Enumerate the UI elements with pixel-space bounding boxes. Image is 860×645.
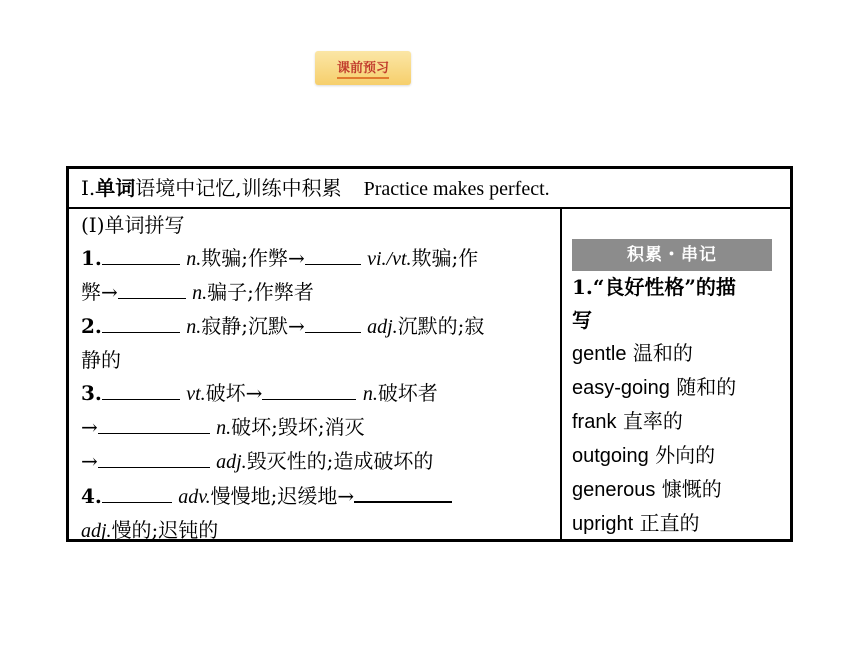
notes-heading-text-cont: 写 xyxy=(572,308,592,332)
answer-blank[interactable] xyxy=(305,310,361,333)
answer-blank[interactable] xyxy=(262,377,356,400)
answer-blank[interactable] xyxy=(98,445,210,468)
answer-blank[interactable] xyxy=(98,411,210,434)
definition-text: 毁灭性的;造成破坏的 xyxy=(246,449,434,473)
pos-label: vi./vt. xyxy=(367,248,412,270)
section-header xyxy=(69,169,790,209)
pos-label: adj. xyxy=(81,520,112,542)
vocab-word: easy-going xyxy=(572,377,670,399)
vocab-word: generous xyxy=(572,479,656,501)
item-number: 4. xyxy=(81,484,102,508)
answer-blank[interactable] xyxy=(102,242,180,265)
exercise-line-2 xyxy=(81,276,551,310)
notes-column xyxy=(572,209,792,541)
vocab-item xyxy=(572,337,792,371)
item-number: 1. xyxy=(81,246,102,270)
vocab-item xyxy=(572,507,792,541)
definition-text: → xyxy=(81,415,98,439)
exercise-column xyxy=(81,209,551,548)
definition-text: 破坏;毁坏;消灭 xyxy=(231,415,365,439)
vocab-meaning: 外向的 xyxy=(655,443,716,467)
definition-text: 弊→ xyxy=(81,280,118,304)
pos-label: n. xyxy=(216,417,232,439)
vocab-item xyxy=(572,371,792,405)
notes-heading-cont xyxy=(572,304,792,337)
vocab-word: gentle xyxy=(572,343,627,365)
definition-text: 沉默的;寂 xyxy=(397,314,485,338)
pos-label: n. xyxy=(186,316,202,338)
answer-blank[interactable] xyxy=(102,377,180,400)
vocab-item xyxy=(572,473,792,507)
vocab-item xyxy=(572,405,792,439)
exercise-line-5 xyxy=(81,377,551,411)
vocab-meaning: 正直的 xyxy=(639,511,700,535)
definition-text: 慢慢地;迟缓地→ xyxy=(210,484,355,508)
exercise-line-1 xyxy=(81,242,551,276)
pos-label: n. xyxy=(186,248,202,270)
vocab-meaning: 温和的 xyxy=(632,341,693,365)
pos-label: vt. xyxy=(186,383,206,405)
pos-label: n. xyxy=(192,282,208,304)
item-number: 2. xyxy=(81,314,102,338)
vocab-item xyxy=(572,439,792,473)
item-number: 3. xyxy=(81,381,102,405)
notes-heading-number: 1. xyxy=(572,275,593,299)
vocab-meaning: 慷慨的 xyxy=(661,477,722,501)
answer-blank[interactable] xyxy=(118,276,186,299)
vocabulary-box xyxy=(66,166,793,542)
definition-text: 慢的;迟钝的 xyxy=(111,518,219,542)
preview-badge-label: 课前预习 xyxy=(337,57,389,79)
answer-blank[interactable] xyxy=(305,242,361,265)
definition-text: 骗子;作弊者 xyxy=(207,280,314,304)
exercise-line-9 xyxy=(81,514,551,548)
pos-label: adj. xyxy=(367,316,398,338)
definition-text: 破坏→ xyxy=(205,381,263,405)
definition-text: 寂静;沉默→ xyxy=(201,314,305,338)
answer-blank[interactable] xyxy=(102,480,172,503)
exercise-line-7 xyxy=(81,445,551,479)
exercise-line-8 xyxy=(81,479,551,514)
exercise-subheading: (Ⅰ)单词拼写 xyxy=(81,213,185,237)
section-subtitle: 语境中记忆,训练中积累 xyxy=(135,176,342,200)
column-divider xyxy=(560,207,562,539)
vocab-meaning: 随和的 xyxy=(676,375,737,399)
section-number: Ⅰ. xyxy=(81,176,96,200)
notes-heading xyxy=(572,271,792,304)
definition-text: 欺骗;作 xyxy=(411,246,479,270)
notes-title: 积累・串记 xyxy=(572,239,772,271)
section-motto: Practice makes perfect. xyxy=(363,178,550,200)
preview-badge xyxy=(315,51,411,85)
section-title: 单词 xyxy=(95,176,136,200)
exercise-line-6 xyxy=(81,411,551,445)
vocab-word: outgoing xyxy=(572,445,649,467)
definition-text: 破坏者 xyxy=(377,381,438,405)
answer-blank[interactable] xyxy=(102,310,180,333)
pos-label: adv. xyxy=(178,486,211,508)
vocab-word: frank xyxy=(572,411,617,433)
vocab-meaning: 直率的 xyxy=(622,409,683,433)
answer-blank[interactable] xyxy=(354,479,452,503)
notes-heading-text: “良好性格”的描 xyxy=(592,275,736,299)
exercise-line-4: 静的 xyxy=(81,348,121,372)
exercise-line-3 xyxy=(81,310,551,344)
definition-text: 欺骗;作弊→ xyxy=(201,246,305,270)
pos-label: n. xyxy=(362,383,378,405)
vocab-word: upright xyxy=(572,513,634,535)
definition-text: → xyxy=(81,449,98,473)
pos-label: adj. xyxy=(216,451,247,473)
